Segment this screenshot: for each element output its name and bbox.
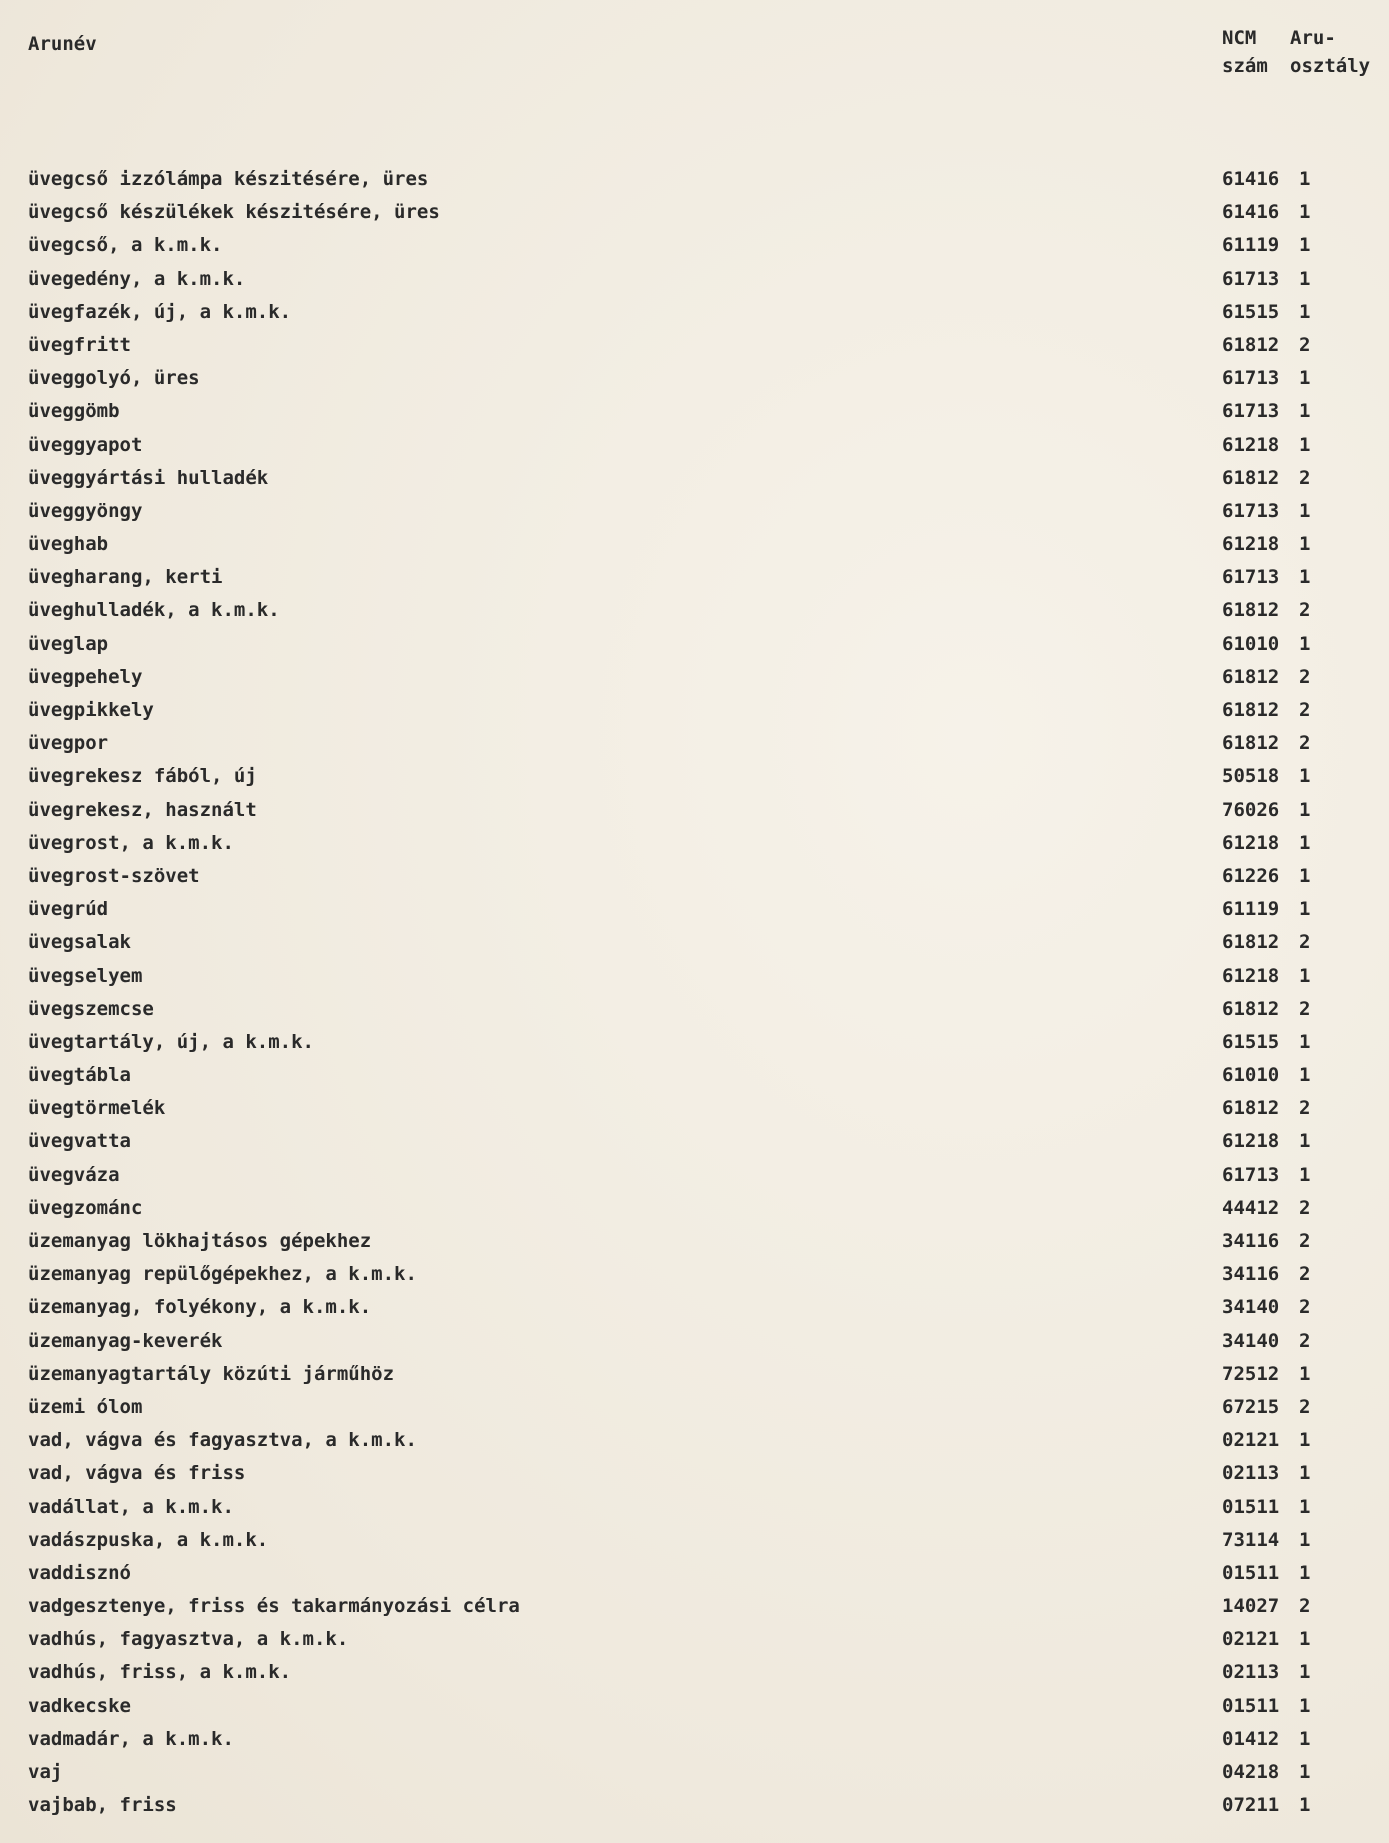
item-ncm-code: 61515: [1222, 300, 1280, 323]
item-class: 1: [1299, 400, 1311, 423]
item-class: 2: [1299, 1595, 1311, 1618]
item-name: vaddisznó: [28, 1561, 131, 1584]
item-ncm-code: 02113: [1222, 1661, 1280, 1684]
list-item: [0, 1690, 1389, 1723]
item-name: vadkecske: [28, 1694, 131, 1717]
item-class: 1: [1299, 1561, 1311, 1584]
column-header-ncm: NCM szám: [1222, 27, 1268, 77]
item-class: 1: [1299, 1761, 1311, 1783]
item-ncm-code: 61218: [1222, 1130, 1280, 1153]
item-name: üzemi ólom: [28, 1395, 143, 1418]
item-name: vadhús, fagyasztva, a k.m.k.: [28, 1628, 349, 1651]
item-class: 2: [1299, 997, 1311, 1020]
item-name: üveggyapot: [28, 433, 143, 456]
item-name: vadhús, friss, a k.m.k.: [28, 1661, 292, 1684]
item-class: 1: [1299, 964, 1311, 987]
list-item: [0, 561, 1389, 594]
item-name: üvegsalak: [28, 931, 131, 954]
item-class: 1: [1299, 1030, 1311, 1053]
item-name: vaj: [28, 1761, 63, 1783]
item-name: üveglap: [28, 632, 109, 655]
column-header-name: Arunév: [28, 33, 97, 55]
item-class: 1: [1299, 1727, 1311, 1750]
item-ncm-code: 61812: [1222, 997, 1280, 1020]
item-class: 1: [1299, 1628, 1311, 1651]
item-name: üvegrost-szövet: [28, 864, 200, 887]
list-item: [0, 760, 1389, 793]
item-ncm-code: 76026: [1222, 798, 1280, 821]
item-name: üveggyöngy: [28, 499, 143, 522]
item-class: 1: [1299, 864, 1311, 887]
item-name: üvegpor: [28, 732, 109, 755]
list-item: [0, 1623, 1389, 1656]
item-class: 1: [1299, 1064, 1311, 1087]
item-class: 1: [1299, 1362, 1311, 1385]
item-name: üvegrekesz, használt: [28, 798, 257, 821]
item-name: vadgesztenye, friss és takarmányozási célra: [28, 1595, 520, 1618]
item-class: 1: [1299, 234, 1311, 257]
item-class: 1: [1299, 1429, 1311, 1452]
list-item: [0, 1391, 1389, 1424]
item-ncm-code: 04218: [1222, 1761, 1280, 1783]
list-item: [0, 196, 1389, 229]
list-item: [0, 1491, 1389, 1524]
item-ncm-code: 61812: [1222, 466, 1280, 489]
item-class: 1: [1299, 1163, 1311, 1186]
item-name: üveggyártási hulladék: [28, 466, 269, 489]
item-ncm-code: 61416: [1222, 201, 1280, 224]
list-item: [0, 528, 1389, 561]
item-class: 1: [1299, 1495, 1311, 1518]
item-class: 1: [1299, 1528, 1311, 1551]
list-item: [0, 1291, 1389, 1324]
item-ncm-code: 61713: [1222, 367, 1280, 390]
item-class: 1: [1299, 201, 1311, 224]
item-name: üvegrekesz fából, új: [28, 765, 257, 788]
list-item: [0, 993, 1389, 1026]
item-name: vad, vágva és fagyasztva, a k.m.k.: [28, 1429, 417, 1452]
item-name: üvegcső, a k.m.k.: [28, 234, 223, 257]
item-class: 2: [1299, 1329, 1311, 1352]
list-item: [0, 1789, 1389, 1822]
list-item: [0, 893, 1389, 926]
list-item: [0, 429, 1389, 462]
item-name: üzemanyag repülőgépekhez, a k.m.k.: [28, 1263, 417, 1286]
item-class: 1: [1299, 267, 1311, 290]
item-class: 2: [1299, 1097, 1311, 1120]
item-class: 1: [1299, 367, 1311, 390]
item-name: üzemanyag lökhajtásos gépekhez: [28, 1230, 372, 1252]
item-class: 1: [1299, 533, 1311, 556]
list-item: [0, 727, 1389, 760]
list-item: [0, 1756, 1389, 1789]
item-class: 1: [1299, 831, 1311, 854]
item-ncm-code: 61010: [1222, 1064, 1280, 1087]
list-item: [0, 1557, 1389, 1590]
item-ncm-code: 61812: [1222, 599, 1280, 622]
item-ncm-code: 61812: [1222, 732, 1280, 755]
item-class: 2: [1299, 699, 1311, 721]
item-name: üvegváza: [28, 1163, 120, 1186]
item-name: üvegszemcse: [28, 997, 154, 1020]
item-ncm-code: 61812: [1222, 1097, 1280, 1120]
item-name: üveggömb: [28, 400, 120, 423]
item-name: vadászpuska, a k.m.k.: [28, 1528, 269, 1551]
list-item: [0, 594, 1389, 627]
item-class: 1: [1299, 168, 1311, 190]
item-class: 2: [1299, 466, 1311, 489]
item-ncm-code: 14027: [1222, 1595, 1280, 1618]
item-class: 1: [1299, 433, 1311, 456]
item-ncm-code: 01412: [1222, 1727, 1280, 1750]
item-ncm-code: 44412: [1222, 1196, 1280, 1219]
item-ncm-code: 50518: [1222, 765, 1280, 788]
item-name: üveghulladék, a k.m.k.: [28, 599, 280, 622]
item-ncm-code: 61226: [1222, 864, 1280, 887]
list-item: [0, 926, 1389, 959]
item-ncm-code: 61218: [1222, 433, 1280, 456]
list-item: [0, 860, 1389, 893]
item-name: üvegzománc: [28, 1196, 143, 1219]
list-item: [0, 395, 1389, 428]
item-class: 1: [1299, 1694, 1311, 1717]
list-item: [0, 1258, 1389, 1291]
item-class: 1: [1299, 300, 1311, 323]
item-name: üveggolyó, üres: [28, 367, 200, 390]
list-item: [0, 628, 1389, 661]
item-ncm-code: 61713: [1222, 400, 1280, 423]
list-item: [0, 1325, 1389, 1358]
item-class: 1: [1299, 1661, 1311, 1684]
list-item: [0, 229, 1389, 262]
item-class: 1: [1299, 1130, 1311, 1153]
item-class: 2: [1299, 1395, 1311, 1418]
item-ncm-code: 02121: [1222, 1628, 1280, 1651]
item-name: üvegpehely: [28, 665, 143, 688]
item-ncm-code: 61713: [1222, 566, 1280, 589]
item-ncm-code: 34116: [1222, 1230, 1280, 1252]
list-item: [0, 462, 1389, 495]
item-name: üvegpikkely: [28, 699, 154, 721]
item-ncm-code: 07211: [1222, 1794, 1280, 1817]
list-item: [0, 263, 1389, 296]
item-name: üvegtörmelék: [28, 1097, 166, 1120]
item-name: üvegvatta: [28, 1130, 131, 1153]
list-item: [0, 827, 1389, 860]
list-item: [0, 661, 1389, 694]
list-item: [0, 1225, 1389, 1258]
list-item: [0, 1656, 1389, 1689]
list-item: [0, 1192, 1389, 1225]
list-item: [0, 329, 1389, 362]
item-class: 2: [1299, 931, 1311, 954]
item-ncm-code: 61713: [1222, 1163, 1280, 1186]
item-class: 1: [1299, 798, 1311, 821]
item-name: üvegfritt: [28, 333, 131, 356]
item-ncm-code: 61218: [1222, 831, 1280, 854]
column-header-class: Aru- osztály: [1290, 27, 1371, 77]
item-class: 1: [1299, 1462, 1311, 1485]
list-item: [0, 1092, 1389, 1125]
item-ncm-code: 61416: [1222, 168, 1280, 190]
item-name: üvegcső készülékek készitésére, üres: [28, 201, 440, 224]
list-item: [0, 362, 1389, 395]
list-item: [0, 495, 1389, 528]
item-ncm-code: 61119: [1222, 898, 1280, 921]
item-class: 1: [1299, 566, 1311, 589]
item-name: vadállat, a k.m.k.: [28, 1495, 234, 1518]
item-name: vajbab, friss: [28, 1794, 177, 1817]
list-item: [0, 1159, 1389, 1192]
item-class: 2: [1299, 333, 1311, 356]
list-item: [0, 1590, 1389, 1623]
item-ncm-code: 61218: [1222, 964, 1280, 987]
item-class: 2: [1299, 1196, 1311, 1219]
item-ncm-code: 34140: [1222, 1329, 1280, 1352]
item-ncm-code: 67215: [1222, 1395, 1280, 1418]
list-item: [0, 1424, 1389, 1457]
item-ncm-code: 34116: [1222, 1263, 1280, 1286]
item-name: üvegcső izzólámpa készitésére, üres: [28, 168, 429, 190]
item-class: 2: [1299, 665, 1311, 688]
item-class: 1: [1299, 765, 1311, 788]
item-ncm-code: 61010: [1222, 632, 1280, 655]
item-name: üvegrost, a k.m.k.: [28, 831, 234, 854]
item-ncm-code: 61713: [1222, 267, 1280, 290]
item-ncm-code: 61515: [1222, 1030, 1280, 1053]
item-ncm-code: 61812: [1222, 665, 1280, 688]
list-item: [0, 1358, 1389, 1391]
item-ncm-code: 02113: [1222, 1462, 1280, 1485]
item-name: üzemanyagtartály közúti járműhöz: [28, 1362, 395, 1385]
item-name: vadmadár, a k.m.k.: [28, 1727, 234, 1750]
item-name: üveghab: [28, 533, 109, 556]
item-name: üvegharang, kerti: [28, 566, 223, 589]
item-ncm-code: 61812: [1222, 931, 1280, 954]
item-ncm-code: 61713: [1222, 499, 1280, 522]
item-class: 2: [1299, 732, 1311, 755]
item-name: üvegtartály, új, a k.m.k.: [28, 1030, 314, 1053]
list-item: [0, 794, 1389, 827]
list-item: [0, 1723, 1389, 1756]
item-class: 1: [1299, 499, 1311, 522]
list-item: [0, 1026, 1389, 1059]
item-ncm-code: 61218: [1222, 533, 1280, 556]
item-ncm-code: 73114: [1222, 1528, 1280, 1551]
item-ncm-code: 01511: [1222, 1561, 1280, 1584]
item-class: 2: [1299, 1230, 1311, 1252]
item-class: 2: [1299, 1296, 1311, 1319]
item-name: üzemanyag-keverék: [28, 1329, 223, 1352]
item-class: 1: [1299, 1794, 1311, 1817]
item-class: 2: [1299, 1263, 1311, 1286]
item-list: [0, 163, 1389, 1822]
item-class: 1: [1299, 632, 1311, 655]
list-item: [0, 1524, 1389, 1557]
item-name: üvegfazék, új, a k.m.k.: [28, 300, 292, 323]
item-ncm-code: 61812: [1222, 333, 1280, 356]
item-ncm-code: 61119: [1222, 234, 1280, 257]
list-item: [0, 694, 1389, 727]
item-ncm-code: 01511: [1222, 1495, 1280, 1518]
item-ncm-code: 72512: [1222, 1362, 1280, 1385]
list-item: [0, 1457, 1389, 1490]
item-name: vad, vágva és friss: [28, 1462, 246, 1485]
item-name: üvegrúd: [28, 898, 109, 921]
item-ncm-code: 01511: [1222, 1694, 1280, 1717]
item-ncm-code: 34140: [1222, 1296, 1280, 1319]
list-item: [0, 1125, 1389, 1158]
item-ncm-code: 61812: [1222, 699, 1280, 721]
item-class: 1: [1299, 898, 1311, 921]
item-name: üvegselyem: [28, 964, 143, 987]
item-name: üvegedény, a k.m.k.: [28, 267, 246, 290]
list-item: [0, 1059, 1389, 1092]
list-item: [0, 960, 1389, 993]
item-name: üvegtábla: [28, 1064, 131, 1087]
item-name: üzemanyag, folyékony, a k.m.k.: [28, 1296, 372, 1319]
list-item: [0, 163, 1389, 196]
item-class: 2: [1299, 599, 1311, 622]
list-item: [0, 296, 1389, 329]
item-ncm-code: 02121: [1222, 1429, 1280, 1452]
